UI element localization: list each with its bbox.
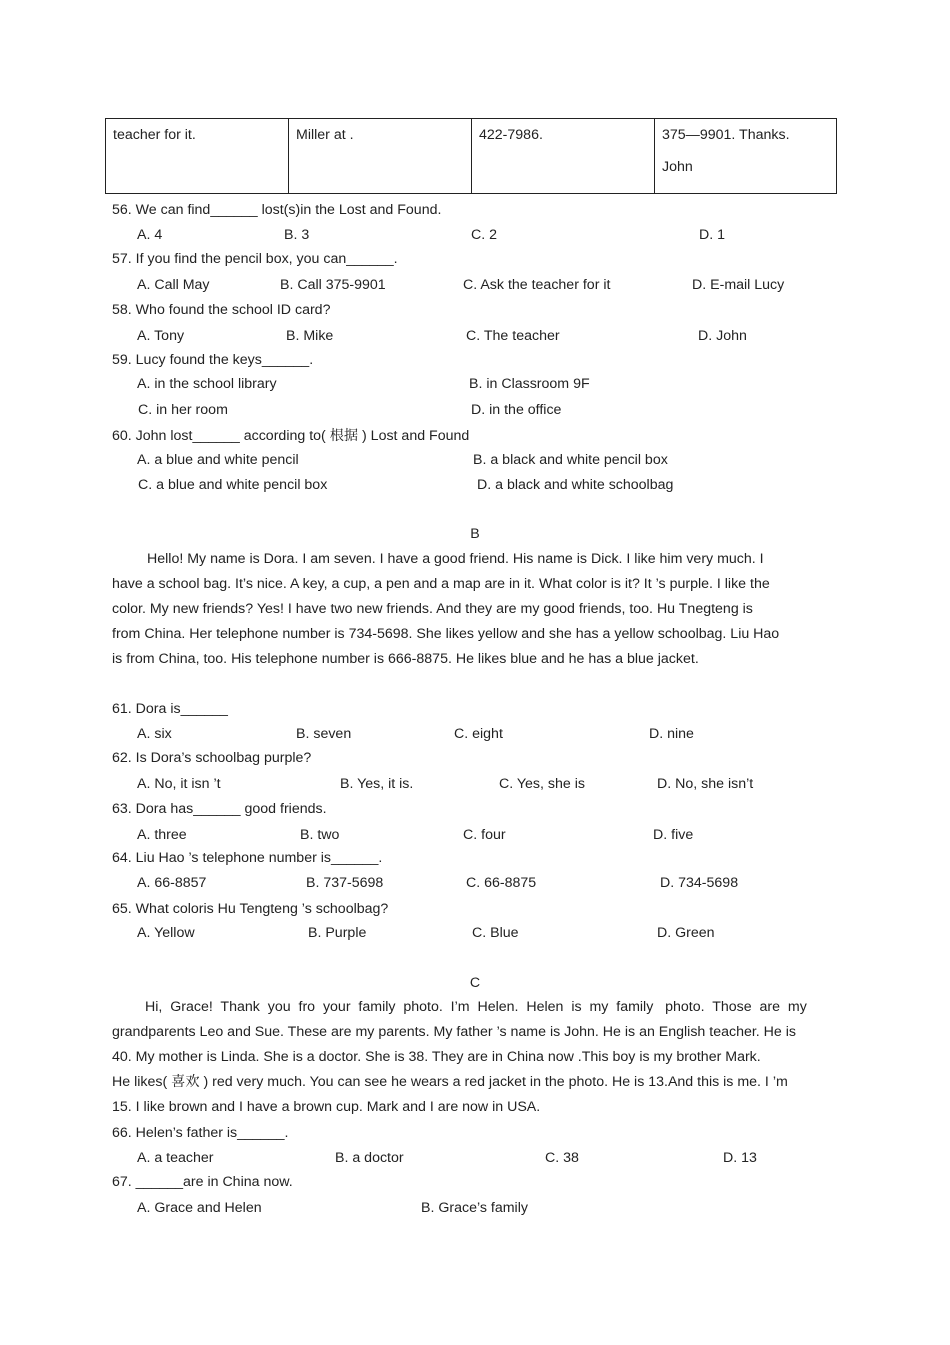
cell-text: Miller at . <box>296 127 354 143</box>
cell-text: teacher for it. <box>113 127 196 143</box>
question-60-option-d: D. a black and white schoolbag <box>477 477 674 493</box>
question-62-option-a: A. No, it isn ’t <box>137 776 221 792</box>
question-66-option-c: C. 38 <box>545 1150 579 1166</box>
passage-line: have a school bag. It’s nice. A key, a cup, a pen and a map are in it. What color is it? It ’s purple. I like the <box>112 576 770 592</box>
question-57-stem: 57. If you find the pencil box, you can______. <box>112 251 398 267</box>
question-64-option-b: B. 737-5698 <box>306 875 384 891</box>
question-59-option-d: D. in the office <box>471 402 562 418</box>
passage-line: 15. I like brown and I have a brown cup. Mark and I are now in USA. <box>112 1099 541 1115</box>
question-66-option-b: B. a doctor <box>335 1150 404 1166</box>
passage-line: grandparents Leo and Sue. These are my parents. My father ’s name is John. He is an English teacher. He is <box>112 1024 797 1040</box>
question-57-option-b: B. Call 375-9901 <box>280 277 386 293</box>
question-56-option-a: A. 4 <box>137 227 163 243</box>
table-row <box>106 119 837 194</box>
question-64-stem: 64. Liu Hao ’s telephone number is______. <box>112 850 383 866</box>
section-c-passage <box>112 995 838 1120</box>
question-67-option-b: B. Grace’s family <box>421 1200 528 1216</box>
cell-text: 422-7986. <box>479 127 543 143</box>
question-67-option-a: A. Grace and Helen <box>137 1200 262 1216</box>
question-58-option-c: C. The teacher <box>466 328 560 344</box>
question-56-option-b: B. 3 <box>284 227 310 243</box>
question-60-option-c: C. a blue and white pencil box <box>138 477 328 493</box>
passage-line: from China. Her telephone number is 734-5698. She likes yellow and she has a yellow schoolbag. Liu Hao <box>112 626 780 642</box>
question-65-option-c: C. Blue <box>472 925 519 941</box>
question-60-stem: 60. John lost______ according to( 根据 ) Lost and Found <box>112 428 470 444</box>
question-60-option-b: B. a black and white pencil box <box>473 452 668 468</box>
section-c-heading: C <box>469 975 481 991</box>
question-62-stem: 62. Is Dora’s schoolbag purple? <box>112 750 312 766</box>
question-63-stem: 63. Dora has______ good friends. <box>112 801 327 817</box>
question-64-option-c: C. 66-8875 <box>466 875 537 891</box>
lost-and-found-table <box>105 118 837 194</box>
question-67-stem: 67. ______are in China now. <box>112 1174 293 1190</box>
table-cell <box>289 119 472 194</box>
question-59-option-b: B. in Classroom 9F <box>469 376 590 392</box>
question-61-option-b: B. seven <box>296 726 352 742</box>
question-66-option-d: D. 13 <box>723 1150 757 1166</box>
question-57-option-a: A. Call May <box>137 277 210 293</box>
section-b-passage <box>112 547 838 672</box>
question-61-option-c: C. eight <box>454 726 503 742</box>
passage-line: is from China, too. His telephone number is 666-8875. He likes blue and he has a blue jacket. <box>112 651 699 667</box>
question-62-option-b: B. Yes, it is. <box>340 776 414 792</box>
question-61-option-a: A. six <box>137 726 172 742</box>
question-56-stem: 56. We can find______ lost(s)in the Lost and Found. <box>112 202 442 218</box>
question-66-option-a: A. a teacher <box>137 1150 214 1166</box>
question-62-option-c: C. Yes, she is <box>499 776 585 792</box>
question-63-option-b: B. two <box>300 827 340 843</box>
passage-line: Hello! My name is Dora. I am seven. I have a good friend. His name is Dick. I like him very much. I <box>147 551 764 567</box>
question-65-option-b: B. Purple <box>308 925 367 941</box>
question-63-option-a: A. three <box>137 827 187 843</box>
question-62-option-d: D. No, she isn’t <box>657 776 754 792</box>
passage-line: color. My new friends? Yes! I have two new friends. And they are my good friends, too. Hu Tnegteng is <box>112 601 753 617</box>
question-60-option-a: A. a blue and white pencil <box>137 452 299 468</box>
question-63-option-d: D. five <box>653 827 694 843</box>
passage-line: 40. My mother is Linda. She is a doctor. She is 38. They are in China now .This boy is my brother Mark. <box>112 1049 761 1065</box>
section-b-heading: B <box>470 526 480 542</box>
question-65-stem: 65. What coloris Hu Tengteng ’s schoolbag? <box>112 901 389 917</box>
question-58-option-b: B. Mike <box>286 328 334 344</box>
question-64-option-d: D. 734-5698 <box>660 875 739 891</box>
question-58-option-d: D. John <box>698 328 747 344</box>
question-58-option-a: A. Tony <box>137 328 185 344</box>
question-64-option-a: A. 66-8857 <box>137 875 207 891</box>
question-66-stem: 66. Helen’s father is______. <box>112 1125 289 1141</box>
question-65-option-a: A. Yellow <box>137 925 195 941</box>
question-59-option-c: C. in her room <box>138 402 228 418</box>
question-61-stem: 61. Dora is______ <box>112 701 228 717</box>
question-59-stem: 59. Lucy found the keys______. <box>112 352 314 368</box>
table-cell <box>655 119 837 194</box>
question-63-option-c: C. four <box>463 827 506 843</box>
table-cell <box>106 119 289 194</box>
passage-line: He likes( 喜欢 ) red very much. You can see he wears a red jacket in the photo. He is 13.And this is me. I ’m <box>112 1074 788 1090</box>
question-57-option-d: D. E-mail Lucy <box>692 277 785 293</box>
question-61-option-d: D. nine <box>649 726 694 742</box>
question-56-option-d: D. 1 <box>699 227 726 243</box>
question-56-option-c: C. 2 <box>471 227 498 243</box>
cell-text: 375—9901. Thanks. <box>662 127 790 143</box>
passage-line: Hi, Grace! Thank you fro your family photo. I’m Helen. Helen is my family photo. Those are my <box>145 999 807 1015</box>
question-57-option-c: C. Ask the teacher for it <box>463 277 611 293</box>
question-65-option-d: D. Green <box>657 925 715 941</box>
cell-signature: John <box>662 159 693 175</box>
table-cell <box>472 119 655 194</box>
question-58-stem: 58. Who found the school ID card? <box>112 302 331 318</box>
question-59-option-a: A. in the school library <box>137 376 277 392</box>
